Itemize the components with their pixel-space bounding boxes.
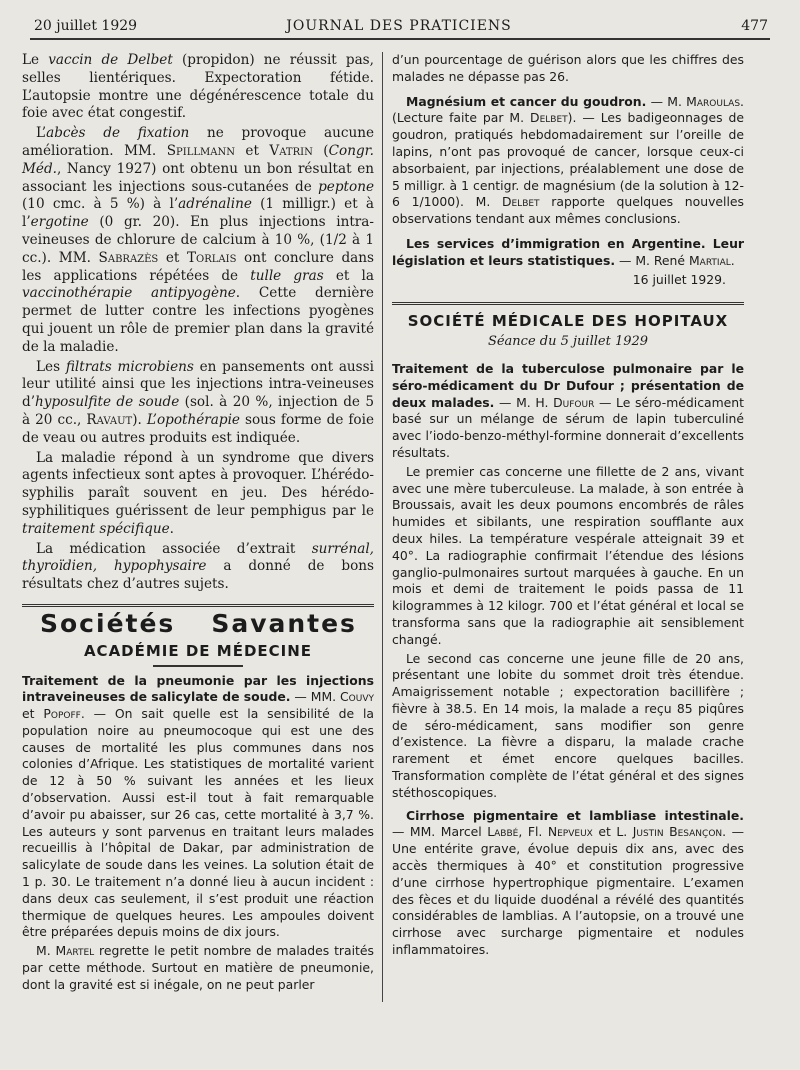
section-rule — [392, 302, 744, 305]
paragraph: M. Martel regrette le petit nombre de malades traités par cette méthode. Surtout en matière de pneumonie, dont la gravité est si inégale, on ne peut parler — [22, 943, 374, 992]
paragraph: d’un pourcentage de guérison alors que les chiffres des malades ne dépasse pas 26. — [392, 52, 744, 84]
left-column — [22, 52, 374, 996]
article-date: 16 juillet 1929. — [632, 271, 726, 287]
article-argentine: Les services d’immigration en Argentine. Leur législation et leurs statistiques. — M. René Martial. — [392, 235, 744, 268]
heading-rule — [153, 665, 243, 667]
section-title: Sociétés Savantes — [40, 608, 357, 638]
paragraph: Les filtrats microbiens en pansements ont aussi leur utilité ainsi que les injections intra-veineuses d’hyposulfite de soude (sol. à 20 %, injection de 5 à 20 cc., Ravaut). L’opothérapie sous forme de foie de veau ou autres produits est indiquée. — [22, 358, 374, 446]
section-rule — [22, 604, 374, 607]
column-divider — [382, 52, 383, 1002]
header-journal-title: JOURNAL DES PRATICIENS — [286, 18, 512, 34]
paragraph: La maladie répond à un syndrome que divers agents infectieux sont aptes à provoquer. L’hérédo-syphilis paraît souvent en jeu. Des hérédo-syphilitiques guérissent de leur pemphigus par le traitement spécifique. — [22, 449, 374, 537]
societe-heading: SOCIÉTÉ MÉDICALE DES HOPITAUX — [407, 312, 729, 331]
paragraph: Le vaccin de Delbet (propidon) ne réussit pas, selles lientériques. Expectoration fétide. L’autopsie montre une dégénérescence totale du foie avec état congestif. — [22, 52, 374, 122]
article-magnesium: Magnésium et cancer du goudron. — M. Maroulas. (Lecture faite par M. Delbet). — Les badigeonnages de goudron, pratiqués hebdomadairement sur l’oreille de lapins, n’ont pas provoqué de cancer, lorsque ceux-ci absorbaient, par injections, préalablement une dose de 5 milligr. à 1 centigr. de magnésium (de la solution à 12-6 1/1000). M. Delbet rapporte quelques nouvelles observations tendant aux mêmes conclusions. — [392, 93, 744, 227]
seance-date: Séance du 5 juillet 1929 — [487, 334, 649, 350]
right-column — [392, 52, 744, 961]
academie-heading: ACADÉMIE DE MÉDECINE — [83, 641, 313, 660]
header-date: 20 juillet 1929 — [34, 18, 138, 34]
header-rule — [30, 38, 770, 40]
paragraph: Le premier cas concerne une fillette de 2 ans, vivant avec une mère tuberculeuse. La malade, à son entrée à Broussais, avait les deux poumons encombrés de râles humides et sibilants, une respiration soufflante aux deux hiles. La température vespérale atteignait 39 et 40°. La radiographie confirmait l’étendue des lésions ganglio-pulmonaires surtout marquées à gauche. En un mois et demi de traitement le poids passa de 11 kilogrammes à 12 kilogr. 700 et l’état général et local se transforma sans que la radiographie ait sensiblement changé. — [392, 463, 744, 647]
paragraph: Le second cas concerne une jeune fille de 20 ans, présentant une lobite du sommet droit très étendue. Amaigrissement notable ; expectoration bacillifère ; fièvre à 38.5. En 14 mois, la malade a reçu 85 piqûres de séro-médicament, sans modifier son genre d’existence. La fièvre a disparu, la malade crache rarement et émet encore quelques bacilles. Transformation complète de l’état général et des signes stéthoscopiques. — [392, 650, 744, 800]
article-cirrhose: Cirrhose pigmentaire et lambliase intestinale. — MM. Marcel Labbé, Fl. Nepveux et L. Justin Besançon. — Une entérite grave, évolue depuis dix ans, avec des accès thermiques à 40° et constitution progressive d’une cirrhose hypertrophique pigmentaire. L’examen des fèces et du liquide duodénal a révélé des quantités considérables de lamblias. A l’autopsie, on a trouvé une cirrhose avec surcharge pigmentaire et nodules inflammatoires. — [392, 807, 744, 958]
article-pneumonie: Traitement de la pneumonie par les injections intraveineuses de salicylate de soude. — MM. Couvy et Popoff. — On sait quelle est la sensibilité de la population noire au pneumocoque qui est une des causes de mortalité les plus communes dans nos colonies d’Afrique. Les statistiques de mortalité varient de 12 à 50 % suivant les années et les lieux d’observation. Aussi est-il tout à fait remarquable d’avoir pu abaisser, sur 26 cas, cette mortalité à 3,7 %. Les auteurs y sont parvenus en traitant leurs malades recueillis à l’hôpital de Dakar, par administration de salicylate de soude dans les veines. La solution était de 1 p. 30. Le traitement n’a donné lieu à aucun incident : dans deux cas seulement, il s’est produit une réaction thermique de quelques heures. Les ampoules doivent être préparées depuis moins de dix jours. — [22, 672, 375, 940]
page-header — [30, 14, 768, 38]
paragraph: La médication associée d’extrait surrénal, thyroïdien, hypophysaire a donné de bons résultats chez d’autres sujets. — [22, 540, 374, 593]
header-page-number: 477 — [741, 18, 768, 34]
paragraph: L’abcès de fixation ne provoque aucune amélioration. MM. Spillmann et Vatrin (Congr. Méd., Nancy 1927) ont obtenu un bon résultat en associant les injections sous-cutanées de peptone (10 cmc. à 5 %) à l’adrénaline (1 milligr.) et à l’ergotine (0 gr. 20). En plus injections intra-veineuses de chlorure de calcium à 10 %, (1/2 à 1 cc.). MM. Sabrazès et Torlais ont conclure dans les applications répétées de tulle gras et la vaccinothérapie antipyogène. Cette dernière permet de lutter contre les infections pyogènes qui jouent un rôle de premier plan dans la gravité de la maladie. — [22, 125, 374, 355]
article-tuberculose: Traitement de la tuberculose pulmonaire par le séro-médicament du Dr Dufour ; présentation de deux malades. — M. H. Dufour — Le séro-médicament basé sur un mélange de sérum de lapin tuberculiné avec l’iodo-benzo-méthyl-formine donnerait d’excellents résultats. — [392, 360, 745, 460]
